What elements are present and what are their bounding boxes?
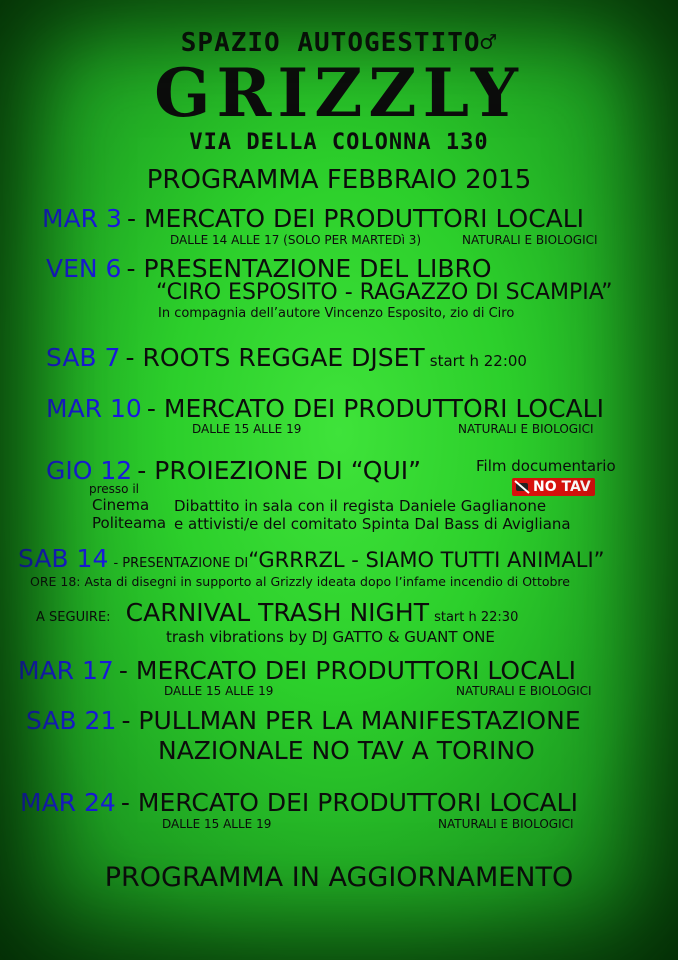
- footer-text: PROGRAMMA IN AGGIORNAMENTO: [104, 862, 574, 893]
- event-title: - PRESENTAZIONE DEL LIBRO: [126, 254, 492, 283]
- event-djs: trash vibrations by DJ GATTO & GUANT ONE: [166, 628, 495, 646]
- event-day: SAB 14: [18, 544, 109, 573]
- event-note-left: DALLE 15 ALLE 19: [164, 684, 274, 698]
- event-tag: Film documentario: [476, 457, 616, 475]
- event-title: - PULLMAN PER LA MANIFESTAZIONE: [121, 706, 581, 735]
- event-note-right: NATURALI E BIOLOGICI: [456, 684, 592, 698]
- event-note-right: NATURALI E BIOLOGICI: [438, 817, 574, 831]
- badge-label: NO TAV: [533, 479, 591, 495]
- event-5: [46, 456, 421, 485]
- event-day: MAR 24: [20, 788, 116, 817]
- male-symbol-icon: ♂: [480, 28, 498, 58]
- event-7: [18, 656, 576, 685]
- no-tav-badge: [512, 478, 595, 498]
- event-title: - MERCATO DEI PRODUTTORI LOCALI: [118, 656, 576, 685]
- event-6-followup: [36, 598, 518, 627]
- event-title: - ROOTS REGGAE DJSET: [125, 343, 425, 372]
- venue-name: GRIZZLY: [154, 54, 524, 132]
- venue-line1: presso il: [89, 482, 139, 496]
- event-9: [20, 788, 578, 817]
- event-note: [30, 574, 570, 589]
- event-note-left: DALLE 15 ALLE 19: [192, 422, 302, 436]
- event-subtitle: “CIRO ESPOSITO - RAGAZZO DI SCAMPIA”: [156, 280, 613, 305]
- event-time-label: ORE 18:: [30, 574, 81, 589]
- event-day: VEN 6: [46, 254, 122, 283]
- event-desc2: e attivisti/e del comitato Spinta Dal Bass di Avigliana: [174, 515, 571, 533]
- event-title: - MERCATO DEI PRODUTTORI LOCALI: [146, 394, 604, 423]
- event-note-left: DALLE 14 ALLE 17 (SOLO PER MARTEDì 3): [170, 233, 422, 247]
- event-day: SAB 21: [26, 706, 117, 735]
- event-time: start h 22:30: [434, 610, 519, 625]
- event-note-right: NATURALI E BIOLOGICI: [458, 422, 594, 436]
- event-note: In compagnia dell’autore Vincenzo Esposito, zio di Ciro: [158, 306, 515, 321]
- event-title: - MERCATO DEI PRODUTTORI LOCALI: [127, 204, 585, 233]
- event-note-right: NATURALI E BIOLOGICI: [462, 233, 598, 247]
- event-note-text: Asta di disegni in supporto al Grizzly ideata dopo l’infame incendio di Ottobre: [84, 574, 570, 589]
- event-desc1: Dibattito in sala con il regista Daniele Gaglianone: [174, 497, 547, 515]
- venue-line2: Cinema: [92, 496, 150, 514]
- event-title: “GRRRZL - SIAMO TUTTI ANIMALI”: [248, 548, 605, 572]
- event-prefix: - PRESENTAZIONE DI: [113, 556, 249, 571]
- event-day: SAB 7: [46, 343, 121, 372]
- event-day: MAR 3: [42, 204, 122, 233]
- event-4: [46, 394, 604, 423]
- venue-line3: Politeama: [92, 514, 167, 532]
- event-time: start h 22:00: [429, 352, 527, 370]
- event-8: [26, 706, 581, 735]
- venue-address: VIA DELLA COLONNA 130: [189, 130, 489, 155]
- event-title2: NAZIONALE NO TAV A TORINO: [158, 736, 535, 765]
- event-day: MAR 10: [46, 394, 142, 423]
- event-2: [46, 254, 492, 283]
- event-title: - PROIEZIONE DI “QUI”: [137, 456, 422, 485]
- event-6: [18, 544, 605, 573]
- event-note-left: DALLE 15 ALLE 19: [162, 817, 272, 831]
- event-1: [42, 204, 584, 233]
- header-line1: SPAZIO AUTOGESTITO♂: [180, 28, 498, 58]
- event-day: MAR 17: [18, 656, 114, 685]
- event-3: [46, 343, 527, 372]
- no-train-icon: [514, 480, 530, 494]
- follow-label: A SEGUIRE:: [36, 610, 111, 625]
- event-title: - MERCATO DEI PRODUTTORI LOCALI: [120, 788, 578, 817]
- program-title: PROGRAMMA FEBBRAIO 2015: [146, 165, 532, 195]
- event-day: GIO 12: [46, 456, 133, 485]
- event-title2: CARNIVAL TRASH NIGHT: [125, 598, 429, 627]
